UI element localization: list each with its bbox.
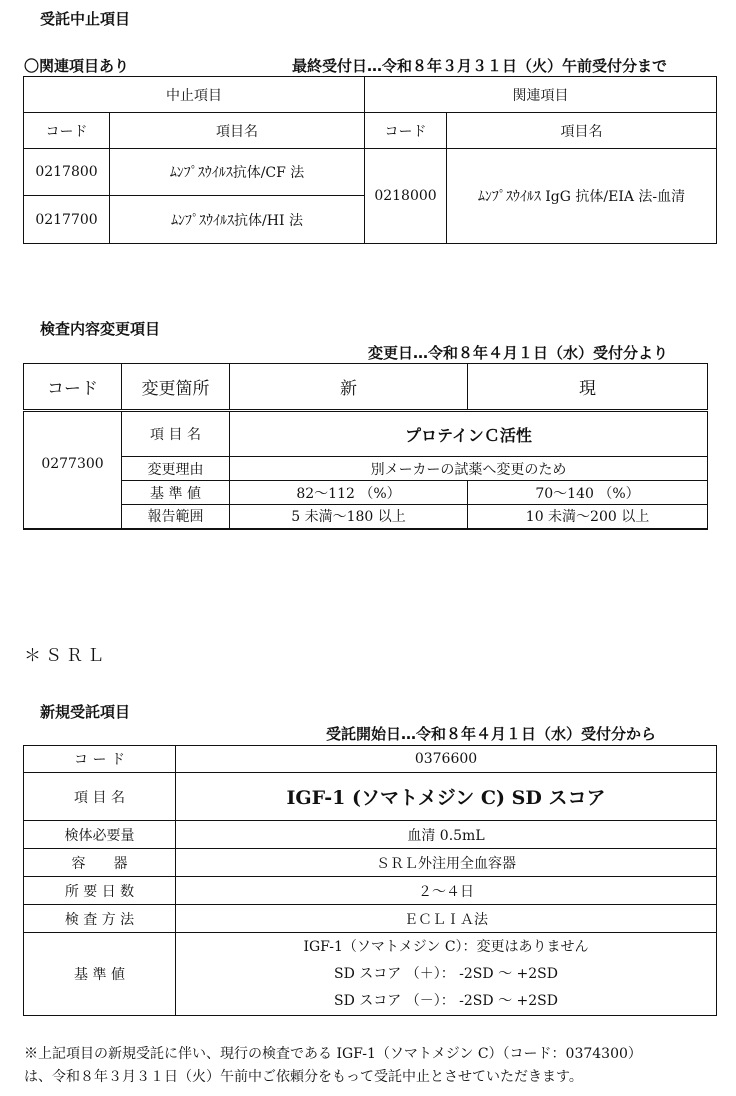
col-current-header: 現 <box>468 364 708 411</box>
col-stop-header: 中止項目 <box>24 77 365 113</box>
table-row <box>24 411 708 457</box>
change-label: 基 準 値 <box>122 481 230 505</box>
change-new-value: 5 未満～180 以上 <box>230 505 468 529</box>
change-label: 変更理由 <box>122 457 230 481</box>
new-items-table <box>23 745 717 1016</box>
new-value: ２～４日 <box>176 877 717 905</box>
change-reason: 別メーカーの試薬へ変更のため <box>230 457 708 481</box>
section2-date-note: 変更日…令和８年４月１日（水）受付分より <box>368 344 669 362</box>
new-item-name: IGF-1 (ソマトメジン C) SD スコア <box>176 773 717 821</box>
discontinued-items-table <box>23 76 717 244</box>
table-row <box>24 877 717 905</box>
new-label: 検 査 方 法 <box>24 905 176 933</box>
col-name-header: 項目名 <box>447 113 717 149</box>
ref-line: SD スコア （＋）： -2SD ～ +2SD <box>334 965 558 982</box>
col-place-header: 変更箇所 <box>122 364 230 411</box>
table-row <box>24 821 717 849</box>
section2-heading: 検査内容変更項目 <box>40 320 161 338</box>
section1-date-note: 最終受付日…令和８年３月３１日（火）午前受付分まで <box>292 57 668 75</box>
new-value: 血清 0.5mL <box>176 821 717 849</box>
new-value: 0376600 <box>176 746 717 773</box>
ref-values <box>176 933 717 1016</box>
new-label: 検体必要量 <box>24 821 176 849</box>
table-row <box>24 905 717 933</box>
change-code: 0277300 <box>24 411 122 529</box>
change-new-value: 82～112 （%） <box>230 481 468 505</box>
ref-line: IGF-1（ソマトメジン C）：変更はありません <box>303 938 589 955</box>
change-current-value: 10 未満～200 以上 <box>468 505 708 529</box>
new-label: 項 目 名 <box>24 773 176 821</box>
stop-name: ﾑﾝﾌﾟｽｳｲﾙｽ抗体/HI 法 <box>110 196 365 244</box>
new-value: ＥＣＬＩＡ法 <box>176 905 717 933</box>
ref-label: 基 準 値 <box>24 933 176 1016</box>
stop-code: 0217700 <box>24 196 110 244</box>
new-label: 所 要 日 数 <box>24 877 176 905</box>
new-label: コ ー ド <box>24 746 176 773</box>
col-new-header: 新 <box>230 364 468 411</box>
change-items-table <box>23 363 708 530</box>
table-row <box>24 773 717 821</box>
ref-line: SD スコア （－）： -2SD ～ +2SD <box>334 992 558 1009</box>
col-related-header: 関連項目 <box>365 77 717 113</box>
table-row <box>24 457 708 481</box>
table-row <box>24 481 708 505</box>
col-code-header: コード <box>365 113 447 149</box>
srl-label: ＊ＳＲＬ <box>24 646 108 666</box>
col-code-header: コード <box>24 364 122 411</box>
change-label: 報告範囲 <box>122 505 230 529</box>
col-code-header: コード <box>24 113 110 149</box>
stop-name: ﾑﾝﾌﾟｽｳｲﾙｽ抗体/CF 法 <box>110 149 365 196</box>
table-row <box>24 746 717 773</box>
change-label: 項 目 名 <box>122 411 230 457</box>
change-item-name: プロテインＣ活性 <box>230 411 708 457</box>
section3-date-note: 受託開始日…令和８年４月１日（水）受付分から <box>326 725 657 743</box>
footnote-line2: は、令和８年３月３１日（火）午前中ご依頼分をもって受託中止とさせていただきます。 <box>24 1069 583 1085</box>
section3-heading: 新規受託項目 <box>40 703 131 721</box>
new-label: 容 器 <box>24 849 176 877</box>
footnote-line1: ※上記項目の新規受託に伴い、現行の検査である IGF-1（ソマトメジン C）（コード：0374300） <box>24 1046 642 1062</box>
table-row <box>24 849 717 877</box>
stop-code: 0217800 <box>24 149 110 196</box>
change-current-value: 70～140 （%） <box>468 481 708 505</box>
section1-subheading: 〇関連項目あり <box>24 57 130 75</box>
related-code: 0218000 <box>365 149 447 244</box>
col-name-header: 項目名 <box>110 113 365 149</box>
table-row <box>24 505 708 529</box>
related-name: ﾑﾝﾌﾟｽｳｲﾙｽ IgG 抗体/EIA 法-血清 <box>447 149 717 244</box>
new-value: ＳＲＬ外注用全血容器 <box>176 849 717 877</box>
table-row <box>24 149 717 196</box>
table-row <box>24 933 717 1016</box>
section1-heading: 受託中止項目 <box>40 10 131 28</box>
